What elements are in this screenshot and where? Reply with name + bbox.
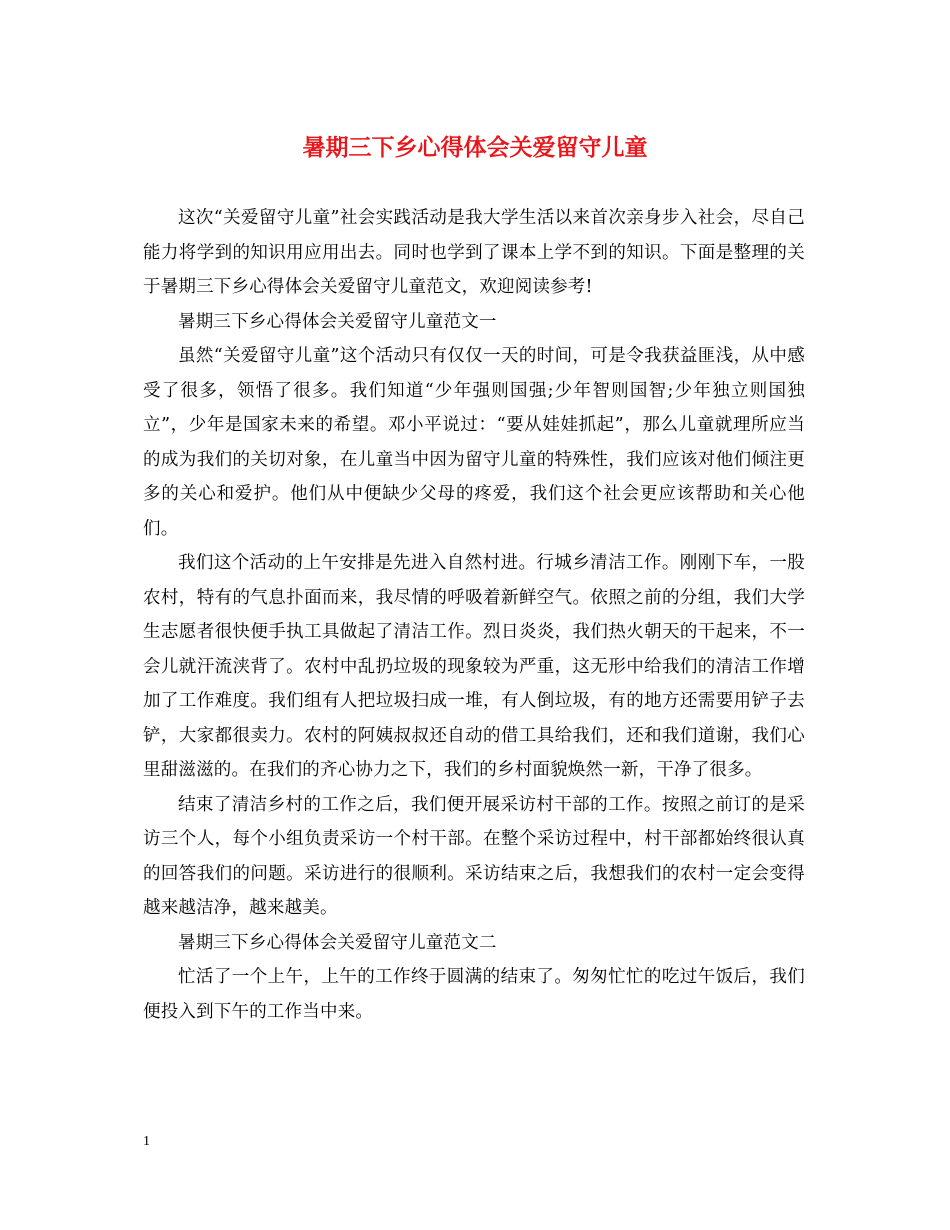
section-heading-essay-one: 暑期三下乡心得体会关爱留守儿童范文一 (178, 311, 497, 332)
page-number: 1 (143, 1134, 150, 1149)
section-heading-essay-two: 暑期三下乡心得体会关爱留守儿童范文二 (178, 932, 497, 953)
paragraph: 我们这个活动的上午安排是先进入自然村进。行城乡清洁工作。刚刚下车，一股农村，特有的气息扑面而来，我尽情的呼吸着新鲜空气。依照之前的分组，我们大学生志愿者很快便手执工具做起了清洁工作。烈日炎炎，我们热火朝天的干起来，不一会儿就汗流浃背了。农村中乱扔垃圾的现象较为严重，这无形中给我们的清洁工作增加了工作难度。我们组有人把垃圾扫成一堆，有人倒垃圾，有的地方还需要用铲子去铲，大家都很卖力。农村的阿姨叔叔还自动的借工具给我们，还和我们道谢，我们心里甜滋滋的。在我们的齐心协力之下，我们的乡村面貌焕然一新，干净了很多。 (143, 553, 805, 780)
paragraph-intro: 这次“关爱留守儿童”社会实践活动是我大学生活以来首次亲身步入社会，尽自己能力将学到的知识用应用出去。同时也学到了课本上学不到的知识。下面是整理的关于暑期三下乡心得体会关爱留守儿童范文，欢迎阅读参考! (143, 208, 805, 297)
paragraph: 虽然“关爱留守儿童”这个活动只有仅仅一天的时间，可是令我获益匪浅，从中感受了很多，领悟了很多。我们知道“少年强则国强;少年智则国智;少年独立则国独立”，少年是国家未来的希望。邓小平说过：“要从娃娃抓起”，那么儿童就理所应当的成为我们的关切对象，在儿童当中因为留守儿童的特殊性，我们应该对他们倾注更多的关心和爱护。他们从中便缺少父母的疼爱，我们这个社会更应该帮助和关心他们。 (143, 346, 805, 539)
paragraph: 忙活了一个上午，上午的工作终于圆满的结束了。匆匆忙忙的吃过午饭后，我们便投入到下午的工作当中来。 (143, 967, 805, 1022)
document-title: 暑期三下乡心得体会关爱留守儿童 (302, 134, 648, 161)
paragraph: 结束了清洁乡村的工作之后，我们便开展采访村干部的工作。按照之前订的是采访三个人，每个小组负责采访一个村干部。在整个采访过程中，村干部都始终很认真的回答我们的问题。采访进行的很顺利。采访结束之后，我想我们的农村一定会变得越来越洁净，越来越美。 (143, 794, 805, 918)
document-body (143, 201, 805, 1029)
